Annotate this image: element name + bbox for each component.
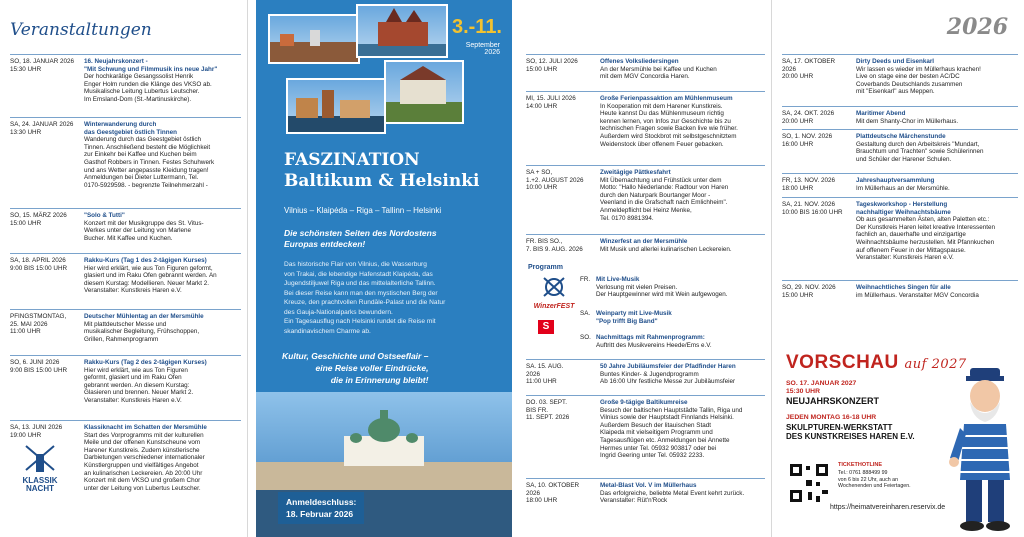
event-row bbox=[782, 173, 1018, 192]
event-row bbox=[526, 478, 765, 505]
page-hero bbox=[256, 0, 512, 537]
preview-title bbox=[786, 352, 967, 374]
event-row bbox=[526, 234, 765, 253]
event-desc: Mit plattdeutscher Messe und musikalischer Begleitung, Frühschoppen, Grillen, Rahmenprogramm bbox=[84, 320, 200, 343]
hero-date-range: 3.-11. bbox=[451, 16, 502, 38]
event-row bbox=[526, 395, 765, 460]
hero-title: FASZINATION Baltikum & Helsinki bbox=[284, 150, 480, 191]
programm-label: Programm bbox=[528, 264, 564, 271]
event-date: MI, 15. JULI 2026 14:00 UHR bbox=[526, 95, 576, 110]
event-row bbox=[526, 359, 765, 386]
programm-desc: Auftritt des Musikvereins Heede/Ems e.V. bbox=[596, 341, 712, 349]
programm-row bbox=[580, 276, 765, 299]
event-row bbox=[10, 117, 241, 189]
event-row bbox=[782, 106, 1018, 125]
event-date: SA, 24. OKT. 2026 20:00 UHR bbox=[782, 110, 835, 125]
event-desc: Wir lassen es wieder im Müllerhaus krachen! Live on stage eine der besten AC/DC Coverbands Deutschlands zusammen mit "Eisenkarl" aus Meppen. bbox=[856, 65, 981, 96]
klassik-nacht-logo bbox=[14, 444, 66, 496]
programm-day: FR. bbox=[580, 276, 591, 283]
event-row bbox=[526, 165, 765, 222]
page-right bbox=[772, 0, 1024, 537]
programm-desc: Verlosung mit vielen Preisen. Der Hauptgewinner wird mit Wein aufgewogen. bbox=[596, 283, 728, 299]
event-row bbox=[10, 208, 241, 242]
ticket-label: TICKETHOTLINE bbox=[838, 462, 882, 468]
event-desc: Besuch der baltischen Hauptstädte Tallin, Riga und Vilnius sowie der Hauptstadt Finnlands Helsinki. Außerdem Besuch der litauischen Stadt Klaipeda mit vielseitigem Programm und Tagesausflügen etc. Anmeldungen bei Annette Hermes unter Tel. 05932 903817 oder bei Ingrid Geering unter Tel. 05932 2233. bbox=[600, 406, 743, 460]
hero-photo-trakai bbox=[356, 4, 448, 58]
event-date: SA, 21. NOV. 2026 10:00 BIS 16:00 UHR bbox=[782, 201, 843, 216]
hero-route: Vilnius – Klaipėda – Riga – Tallinn – Helsinki bbox=[284, 206, 442, 215]
programm-row bbox=[580, 334, 765, 349]
event-date: SO, 1. NOV. 2026 16:00 UHR bbox=[782, 133, 833, 148]
event-title: Rakku-Kurs (Tag 2 des 2-tägigen Kurses) bbox=[84, 359, 207, 366]
event-row bbox=[10, 355, 241, 405]
event-date: SA, 17. OKTOBER 2026 20:00 UHR bbox=[782, 58, 836, 81]
event-desc: Buntes Kinder- & Jugendprogramm Ab 16:00 Uhr festliche Messe zur Jubiläumsfeier bbox=[600, 370, 736, 386]
event-title: Tageskworkshop - Herstellung nachhaltiger Weihnachtsbäume bbox=[856, 201, 951, 216]
winzerfest-logo bbox=[530, 276, 578, 316]
preview-title-sub: auf 2027 bbox=[904, 357, 967, 372]
hero-tagline: Die schönsten Seiten des Nordostens Europas entdecken! bbox=[284, 228, 437, 249]
event-row bbox=[526, 91, 765, 148]
event-desc: Hier wird erklärt, wie aus Ton Figuren geformt, glasiert und im Raku Ofen gebrannt werden. An diesem Kurstag: Glasieren und brennen. Neuer Markt 2. Veranstalter: Kunstkreis Haren e.V. bbox=[84, 366, 194, 404]
event-date: SO, 6. JUNI 2026 9:00 BIS 15:00 UHR bbox=[10, 359, 68, 374]
event-row bbox=[526, 54, 765, 81]
event-row bbox=[10, 54, 241, 104]
hero-body: Das historische Flair von Vilnius, die Wasserburg von Trakai, die lebendige Hafenstadt Klaipėda, das Jugendstiljuwel Riga und das mittelalterliche Tallinn. Bei dieser Reise kann man den mystischen Berg der Kreuze, den prachtvollen Rundāle-Palast und die Natur des Gauja-Nationalparks bewundern. Ein Tagesausflug nach Helsinki rundet die Reise mit skandinavischem Charme ab. bbox=[284, 261, 446, 335]
hero-date-sub: September 2026 bbox=[465, 42, 500, 56]
hero-photo-klaipeda bbox=[384, 60, 464, 124]
event-title: Winzerfest an der Mersmühle bbox=[600, 238, 688, 245]
event-date: FR. BIS SO., 7. BIS 9. AUG. 2026 bbox=[526, 238, 583, 253]
event-title: Große 9-tägige Baltikumreise bbox=[600, 399, 688, 406]
event-desc: Im Müllerhaus an der Mersmühle. bbox=[856, 184, 950, 192]
event-title: Metal-Blast Vol. V im Müllerhaus bbox=[600, 482, 697, 489]
event-desc: An der Mersmühle bei Kaffee und Kuchen mit dem MGV Concordia Haren. bbox=[600, 65, 717, 81]
preview-event-1: NEUJAHRSKONZERT bbox=[786, 396, 880, 406]
event-title: Zweitägige Pättkesfahrt bbox=[600, 169, 671, 176]
preview-date-2: JEDEN MONTAG 16-18 UHR bbox=[786, 414, 877, 421]
event-desc: Der hochkarätige Gesangssolist Henrik Enger Holm runden die Klänge des VKSO ab. Musikalische Leitung Lubertus Leutscher. Im Emsland-Dom (St.-Martinuskirche). bbox=[84, 73, 212, 103]
event-desc: Das erfolgreiche, beliebte Metal Event kehrt zurück. Veranstalter: Rüt'n'Rock bbox=[600, 489, 745, 505]
event-title: Große Ferienpassaktion am Mühlenmuseum bbox=[600, 95, 733, 102]
event-title: "Solo & Tutti" bbox=[84, 212, 125, 219]
event-desc: Ob aus gesammelten Ästen, alten Paletten etc.: Der Kunstkreis Haren leitet kreative Interessenten fachlich an, dauerhafte und einzigartige Weihnachtsbäume herzustellen. Mit Pfannkuchen auf offenem Feuer in der Mittagspause. Veranstalter: Kunstkreis Haren e.V. bbox=[856, 216, 995, 262]
event-date: PFINGSTMONTAG, 25. MAI 2026 11:00 UHR bbox=[10, 313, 67, 336]
winzerfest-text: WinzerFEST bbox=[533, 303, 575, 310]
event-row bbox=[782, 280, 1018, 299]
ticket-text: Tel.: 0761 888499 99 von 6 bis 22 Uhr, auch an Wochenenden und Feiertagen. bbox=[838, 470, 911, 489]
page-left bbox=[0, 0, 248, 537]
event-title: Jahreshauptversammlung bbox=[856, 177, 935, 184]
event-desc: Mit Musik und allerlei kulinarischen Leckereien. bbox=[600, 245, 732, 253]
event-date: SA, 13. JUNI 2026 19:00 UHR bbox=[10, 424, 63, 439]
programm-day: SO. bbox=[580, 334, 591, 341]
hero-photo-tallinn bbox=[268, 14, 360, 64]
event-date: SO, 18. JANUAR 2026 15:30 UHR bbox=[10, 58, 75, 73]
hero-photo-riga bbox=[286, 78, 386, 134]
sparkasse-logo: S bbox=[538, 320, 554, 334]
event-date: SA, 24. JANUAR 2026 13:30 UHR bbox=[10, 121, 74, 136]
section-title: Veranstaltungen bbox=[10, 20, 152, 40]
event-desc: Hier wird erklärt, wie aus Ton Figuren geformt, glasiert und im Raku Ofen gebrannt werden. An diesem Kurstag: Modellieren. Neuer Markt 2. Veranstalter: Kunstkreis Haren e.V. bbox=[84, 264, 217, 295]
page-middle bbox=[516, 0, 772, 537]
event-date: SO, 29. NOV. 2026 15:00 UHR bbox=[782, 284, 836, 299]
event-title: Plattdeutsche Märchenstunde bbox=[856, 133, 946, 140]
programm-title: Weinparty mit Live-Musik "Pop trifft Big Band" bbox=[596, 310, 672, 325]
event-row bbox=[782, 197, 1018, 262]
event-title: Deutscher Mühlentag an der Mersmühle bbox=[84, 313, 204, 320]
programm-title: Mit Live-Musik bbox=[596, 276, 640, 283]
event-date: SA + SO, 1.+2. AUGUST 2026 10:00 UHR bbox=[526, 169, 584, 192]
event-date: DO. 03. SEPT. BIS FR. 11. SEPT. 2026 bbox=[526, 399, 570, 422]
preview-event-2: SKULPTUREN-WERKSTATT DES KUNSTKREISES HAREN E.V. bbox=[786, 423, 915, 441]
qr-code[interactable] bbox=[788, 462, 830, 504]
event-title: Rakku-Kurs (Tag 1 des 2-tägigen Kurses) bbox=[84, 257, 207, 264]
event-desc: Mit Übernachtung und Frühstück unter dem Motto: "Hallo Niederlande: Radtour von Haren durch den Naturpark Bourtanger Moor - Veenland in die Grafschaft nach Emlichheim". Anmeldepflicht bei Heinz Menke, Tel. 0170 8981394. bbox=[600, 176, 729, 222]
event-desc: Konzert mit der Musikgruppe des St. Vitus- Werkes unter der Leitung von Marlene Bucher. Mit Kaffee und Kuchen. bbox=[84, 219, 204, 242]
event-title: Dirty Deeds und Eisenkarl bbox=[856, 58, 935, 65]
event-title: 50 Jahre Jubiläumsfeier der Pfadfinder Haren bbox=[600, 363, 736, 370]
event-date: SO, 12. JULI 2026 15:00 UHR bbox=[526, 58, 578, 73]
preview-title-main: VORSCHAU bbox=[786, 352, 899, 373]
event-row bbox=[10, 309, 241, 343]
klassik-nacht-text: KLASSIK NACHT bbox=[22, 476, 58, 493]
hero-quote: Kultur, Geschichte und Ostseeflair – eine Reise voller Eindrücke, die in Erinnerung bleibt! bbox=[282, 351, 429, 385]
event-date: SA, 10. OKTOBER 2026 18:00 UHR bbox=[526, 482, 580, 505]
event-title: Weihnachtliches Singen für alle bbox=[856, 284, 951, 291]
event-row bbox=[782, 54, 1018, 96]
event-date: SA, 18. APRIL 2026 9:00 BIS 15:00 UHR bbox=[10, 257, 68, 272]
event-title: Winterwanderung durch das Geestgebiet östlich Tinnen bbox=[84, 121, 177, 136]
event-date: SO, 15. MÄRZ 2026 15:00 UHR bbox=[10, 212, 67, 227]
event-row bbox=[782, 129, 1018, 163]
sailor-illustration bbox=[948, 362, 1020, 534]
event-row bbox=[10, 253, 241, 295]
ticket-url[interactable]: https://heimatvereinharen.reservix.de bbox=[830, 504, 946, 511]
event-title: 16. Neujahrskonzert - "Mit Schwung und Filmmusik ins neue Jahr" bbox=[84, 58, 218, 73]
event-title: Klassiknacht im Schatten der Mersmühle bbox=[84, 424, 207, 431]
event-desc: Wanderung durch das Geestgebiet östlich Tinnen. Anschließend besteht die Möglichkeit zur Einkehr bei Kaffee und Kuchen beim Gasthof Robbers in Tinnen. Festes Schuhwerk und ans Wetter angepasste Kleidung tragen! Anmeldungen bei Dieter Luttermann, Tel. 0170-5929598. - begrenzte Teilnehmerzahl - bbox=[84, 136, 215, 189]
event-desc: Gestaltung durch den Arbeitskreis "Mundart, Brauchtum und Trachten" sowie Schülerinnen und Schüler der Harener Schulen. bbox=[856, 140, 984, 163]
hero-deadline: Anmeldeschluss: 18. Februar 2026 bbox=[278, 492, 364, 524]
event-desc: In Kooperation mit dem Harener Kunstkreis. Heute kannst Du das Mühlenmuseum richtig kennen lernen, von Infos zur Geschichte bis zu technischen Fragen sowie Backen live wie früher. Außerdem wird Stockbrot mit selbstgeschnitztem Weidenstock über offenem Feuer gebacken. bbox=[600, 102, 738, 148]
event-date: FR, 13. NOV. 2026 18:00 UHR bbox=[782, 177, 835, 192]
event-desc: im Müllerhaus. Veranstalter MGV Concordia bbox=[856, 291, 979, 299]
programm-day: SA. bbox=[580, 310, 591, 317]
event-title: Maritimer Abend bbox=[856, 110, 906, 117]
event-date: SA. 15. AUG. 2026 11:00 UHR bbox=[526, 363, 564, 386]
preview-date-1: SO. 17. JANUAR 2027 15:30 UHR bbox=[786, 380, 857, 395]
event-title: Offenes Volksliedersingen bbox=[600, 58, 679, 65]
event-desc: Start des Vorprogramms mit der kulturellen Meile und der offenen Kunstscheune vom Harener Kunstkreis. Zudem künstlerische Darbietungen verschiedener internationaler Künstlergruppen und vielfältiges Angebot an kulinarischen Leckereien. Ab 20:00 Uhr Konzert mit dem VKSO und großem Chor unter der Leitung von Lubertus Leutscher. bbox=[84, 431, 205, 492]
year-label: 2026 bbox=[946, 14, 1008, 40]
programm-title: Nachmittags mit Rahmenprogramm: bbox=[596, 334, 705, 341]
programm-row bbox=[580, 310, 765, 325]
event-desc: Mit dem Shanty-Chor im Müllerhaus. bbox=[856, 117, 959, 125]
